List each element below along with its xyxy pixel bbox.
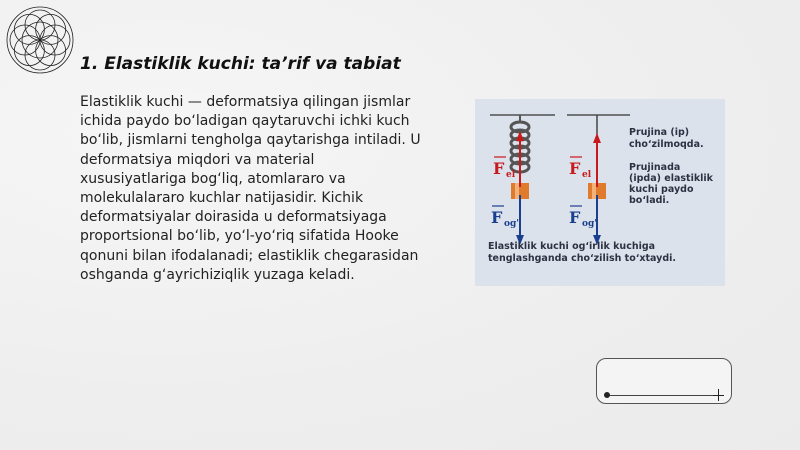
- slide-title: 1. Elastiklik kuchi: ta’rif va tabiat: [80, 54, 401, 74]
- right-weight-force-label: F: [569, 208, 581, 227]
- elastic-force-appears-label-line-3: kuchi paydo: [629, 184, 694, 195]
- elastic-force-figure: [475, 99, 725, 286]
- slider-handle-icon[interactable]: [604, 392, 610, 398]
- slider-track[interactable]: [607, 395, 721, 396]
- slider-widget[interactable]: [596, 358, 732, 404]
- right-weight-force-subscript: og': [582, 219, 598, 229]
- spring-stretching-label-line-1: Prujina (ip): [629, 127, 690, 138]
- figure-caption-line-1: Elastiklik kuchi og‘irlik kuchiga: [488, 241, 656, 252]
- spirograph-logo-icon: [4, 4, 76, 76]
- left-weight-force-subscript: og': [504, 219, 520, 229]
- spring-stretching-label-line-2: cho‘zilmoqda.: [629, 139, 704, 150]
- elastic-force-appears-label-line-2: (ipda) elastiklik: [629, 173, 713, 184]
- left-elastic-force-label: F: [493, 159, 505, 178]
- right-elastic-force-subscript: el: [582, 170, 592, 180]
- left-elastic-force-subscript: el: [506, 170, 516, 180]
- figure-caption-line-2: tenglashganda cho‘zilish to‘xtaydi.: [488, 253, 677, 264]
- slide-body-text: Elastiklik kuchi — deformatsiya qilingan jismlar ichida paydo bo‘ladigan qaytaruvchi ichki kuch bo‘lib, jismlarni tengholga qaytarishga intiladi. U deformatsiya miqdori va material xususiyatlariga bog‘liq, atomlararo va molekulalararo kuchlar natijasidir. Kichik deformatsiyalar doirasida u deformatsiyaga proportsional bo‘lib, yo‘l-yo‘riq sifatida Hooke qonuni bilan ifodalanadi; elastiklik chegarasidan oshganda g‘ayrichiziqlik yuzaga keladi.: [80, 94, 421, 283]
- right-elastic-force-label: F: [569, 159, 581, 178]
- left-weight-force-label: F: [491, 208, 503, 227]
- elastic-force-appears-label-line-4: bo‘ladi.: [629, 195, 670, 206]
- elastic-force-appears-label-line-1: Prujinada: [629, 162, 681, 173]
- slider-end-tick-icon: [713, 395, 724, 396]
